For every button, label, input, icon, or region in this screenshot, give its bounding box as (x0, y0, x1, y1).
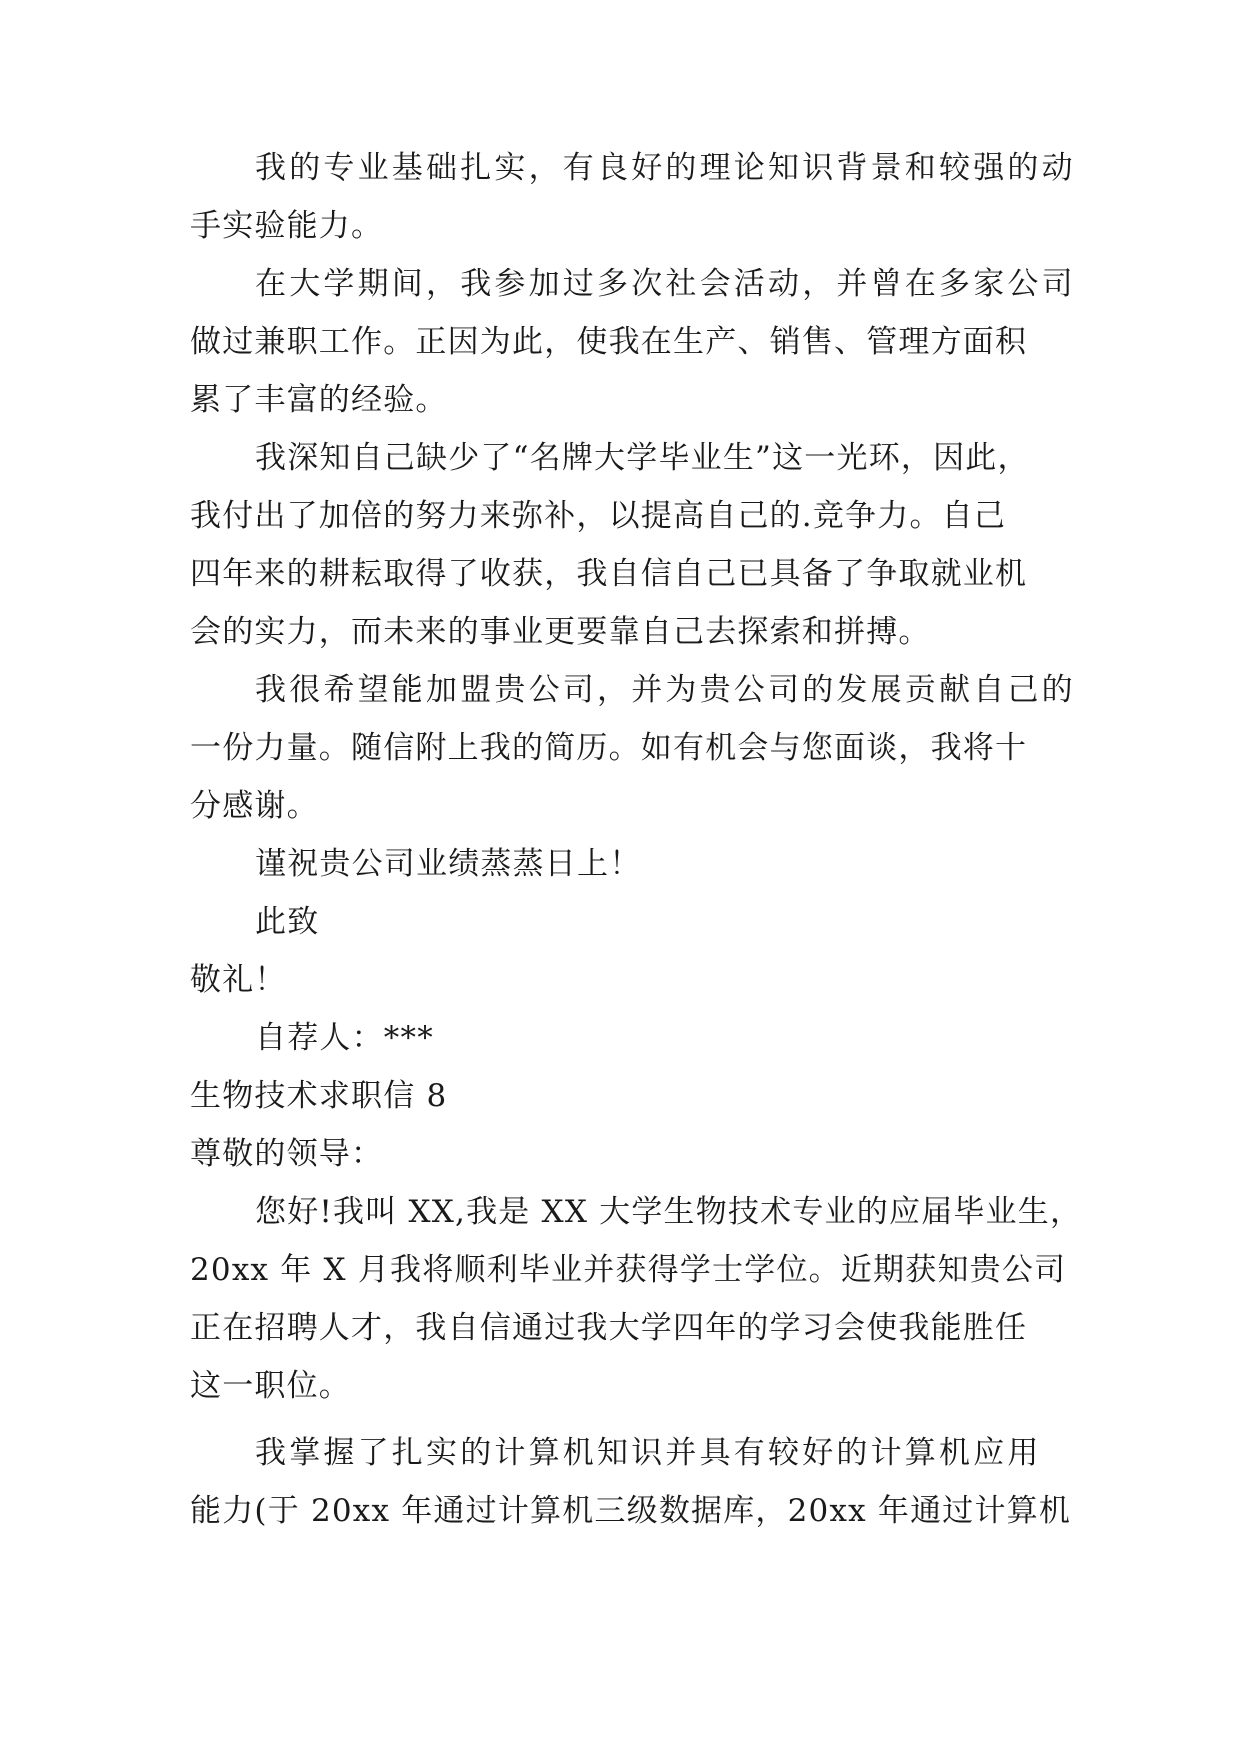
paragraph-line: 一份力量。随信附上我的简历。如有机会与您面谈，我将十 (190, 730, 1028, 766)
salutation-regards: 敬礼！ (190, 962, 287, 998)
paragraph-line: 累了丰富的经验。 (190, 382, 448, 418)
paragraph-line: 会的实力，而未来的事业更要靠自己去探索和拼搏。 (190, 614, 931, 650)
paragraph-line: 四年来的耕耘取得了收获，我自信自己已具备了争取就业机 (190, 556, 1028, 592)
paragraph-line: 我很希望能加盟贵公司，并为贵公司的发展贡献自己的 (255, 672, 1076, 708)
closing-wish: 谨祝贵公司业绩蒸蒸日上！ (255, 846, 642, 882)
paragraph-line: 我的专业基础扎实，有良好的理论知识背景和较强的动 (255, 150, 1076, 186)
paragraph-line: 能力(于 20xx 年通过计算机三级数据库，20xx 年通过计算机 (190, 1493, 1072, 1529)
paragraph-line: 我付出了加倍的努力来弥补，以提高自己的.竞争力。自己 (190, 498, 1007, 534)
signature-line: 自荐人：*** (255, 1020, 434, 1056)
paragraph-line: 手实验能力。 (190, 208, 384, 244)
paragraph-line: 分感谢。 (190, 788, 319, 824)
greeting: 尊敬的领导： (190, 1136, 384, 1172)
paragraph-line: 您好!我叫 XX,我是 XX 大学生物技术专业的应届毕业生， (255, 1194, 1083, 1230)
paragraph-line: 正在招聘人才，我自信通过我大学四年的学习会使我能胜任 (190, 1310, 1028, 1346)
paragraph-line: 做过兼职工作。正因为此，使我在生产、销售、管理方面积 (190, 324, 1028, 360)
salutation-closing: 此致 (255, 904, 320, 940)
paragraph-line: 我掌握了扎实的计算机知识并具有较好的计算机应用 (255, 1435, 1042, 1471)
paragraph-line: 我深知自己缺少了“名牌大学毕业生”这一光环，因此， (255, 440, 1030, 476)
paragraph-line: 这一职位。 (190, 1368, 351, 1404)
paragraph-line: 20xx 年 X 月我将顺利毕业并获得学士学位。近期获知贵公司 (190, 1252, 1067, 1288)
paragraph-line: 在大学期间，我参加过多次社会活动，并曾在多家公司 (255, 266, 1076, 302)
section-title: 生物技术求职信 8 (190, 1078, 448, 1114)
